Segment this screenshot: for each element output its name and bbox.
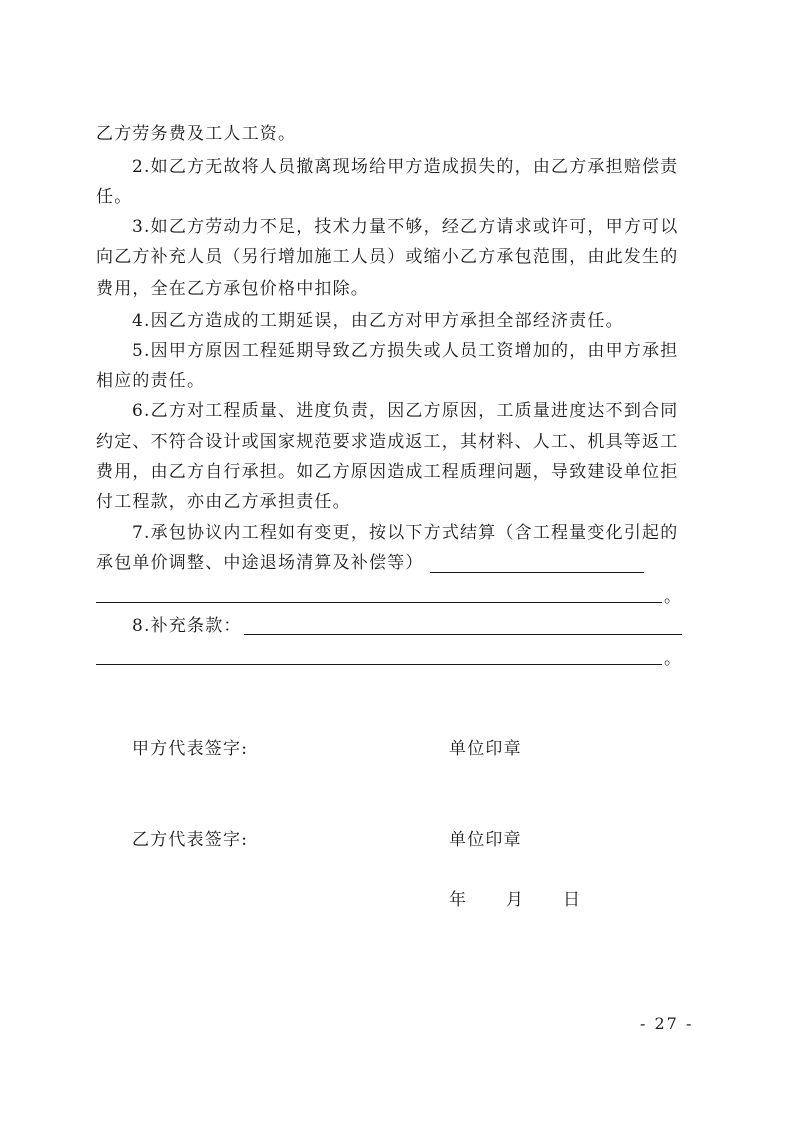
date-month: 月 [506, 890, 525, 910]
paragraph-line: 相应的责任。 [96, 371, 206, 391]
party-a-signature-label: 甲方代表签字: [132, 739, 249, 759]
clause-2: 2.如乙方无故将人员撤离现场给甲方造成损失的，由乙方承担赔偿责 [132, 157, 679, 177]
paragraph-line: 约定、不符合设计或国家规范要求造成返工，其材料、人工、机具等返工 [96, 432, 679, 452]
page-number: - 27 - [640, 1014, 694, 1033]
party-a-seal-label: 单位印章 [449, 739, 522, 759]
party-b-signature-label: 乙方代表签字: [132, 830, 249, 850]
fill-in-underline [96, 664, 662, 665]
paragraph-line: 任。 [96, 187, 133, 207]
period-mark: 。 [664, 587, 683, 607]
paragraph-line: 承包单价调整、中途退场清算及补偿等） [96, 553, 424, 573]
clause-8: 8.补充条款： [132, 616, 242, 636]
paragraph-line: 费用，全在乙方承包价格中扣除。 [96, 279, 369, 299]
date-day: 日 [563, 890, 582, 910]
fill-in-underline [430, 572, 644, 573]
paragraph-line: 乙方劳务费及工人工资。 [96, 124, 297, 144]
fill-in-underline [244, 634, 682, 635]
clause-6: 6.乙方对工程质量、进度负责，因乙方原因，工质量进度达不到合同 [132, 401, 679, 421]
fill-in-underline [96, 602, 662, 603]
party-b-seal-label: 单位印章 [449, 830, 522, 850]
period-mark: 。 [664, 649, 683, 669]
clause-3: 3.如乙方劳动力不足，技术力量不够，经乙方请求或许可，甲方可以 [132, 217, 679, 237]
clause-7: 7.承包协议内工程如有变更，按以下方式结算（含工程量变化引起的 [132, 523, 679, 543]
clause-5: 5.因甲方原因工程延期导致乙方损失或人员工资增加的，由甲方承担 [132, 341, 679, 361]
paragraph-line: 向乙方补充人员（另行增加施工人员）或缩小乙方承包范围，由此发生的 [96, 247, 679, 267]
date-year: 年 [449, 890, 468, 910]
paragraph-line: 付工程款，亦由乙方承担责任。 [96, 492, 351, 512]
paragraph-line: 费用，由乙方自行承担。如乙方原因造成工程质理问题，导致建设单位拒 [96, 462, 679, 482]
clause-4: 4.因乙方造成的工期延误，由乙方对甲方承担全部经济责任。 [132, 311, 624, 331]
